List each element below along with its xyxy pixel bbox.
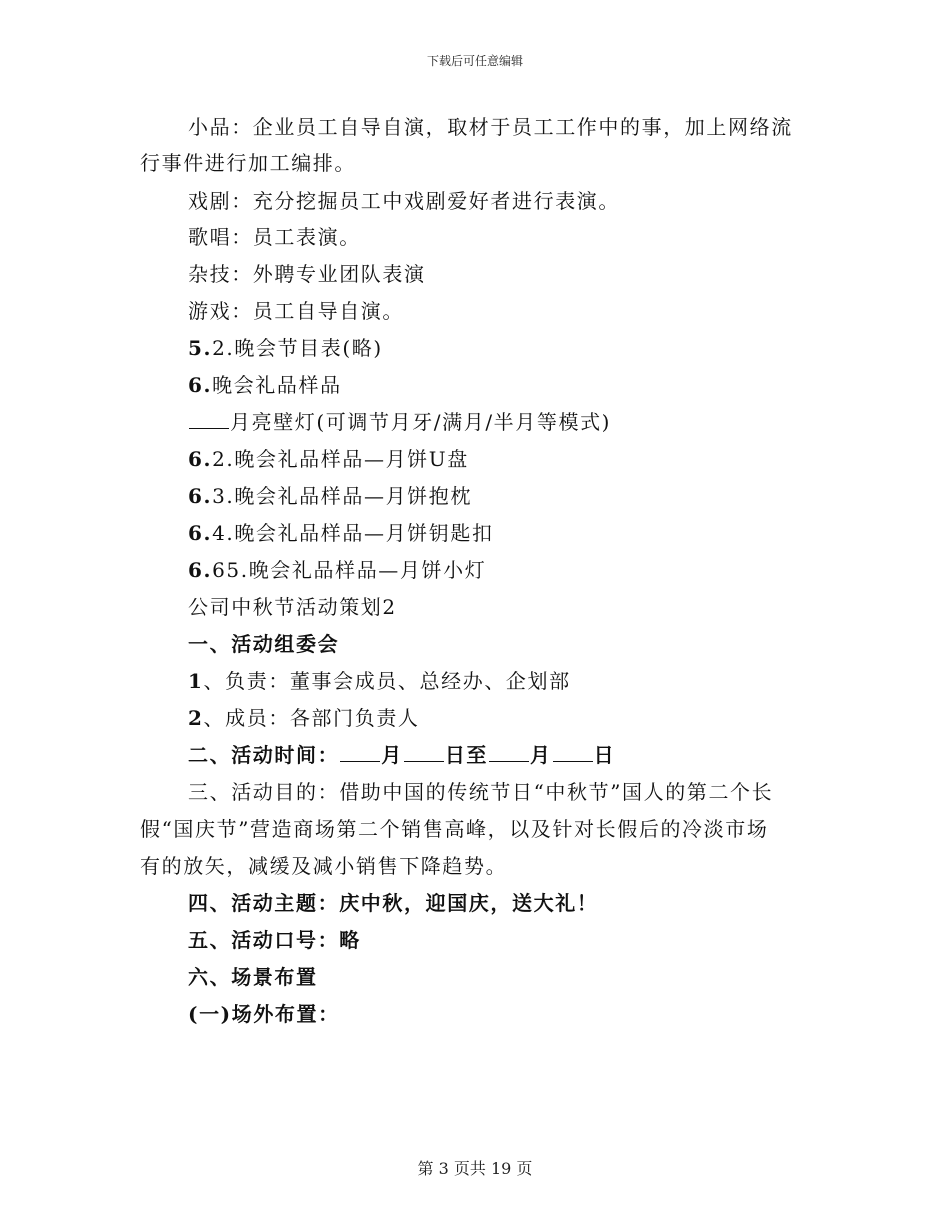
item-text: 晚会礼品样品 [212,373,342,397]
item-number: 6. [188,484,213,508]
item-number: 2 [188,706,204,730]
paragraph-skit-line2: 行事件进行加工编排。 [140,151,356,175]
paragraph-singing: 歌唱：员工表演。 [188,225,361,249]
item-number: 6. [188,521,213,545]
day-label: 日 [593,743,616,767]
item-members [188,705,420,731]
item-text: 2.晚会礼品样品—月饼U盘 [212,447,469,471]
item-text: 4.晚会礼品样品—月饼钥匙扣 [212,521,494,545]
paragraph-games: 游戏：员工自导自演。 [188,299,404,323]
item-text: 3.晚会礼品样品—月饼抱枕 [212,484,472,508]
heading-scene-layout: 六、场景布置 [188,965,318,989]
heading-outdoor-layout: (一)场外布置： [188,1002,340,1026]
item-6-2-usb [188,446,469,472]
heading-label: 二、活动时间： [188,743,340,767]
section-title: 公司中秋节活动策划2 [188,595,397,619]
heading-slogan: 五、活动口号：略 [188,928,361,952]
heading-committee: 一、活动组委会 [188,632,340,656]
month-label: 月 [530,743,552,767]
item-6-gift-samples [188,372,342,398]
item-responsible [188,668,571,694]
item-5-2-program [188,335,383,361]
paragraph-purpose-line2: 假“国庆节”营造商场第二个销售高峰，以及针对长假后的冷淡市场 [140,817,769,841]
page-footer: 第 3 页共 19 页 [417,1159,533,1178]
item-text: 、成员：各部门负责人 [203,706,420,730]
item-number: 5. [188,336,213,360]
page-header-note: 下载后可任意编辑 [426,54,523,68]
paragraph-purpose-line1: 三、活动目的：借助中国的传统节日“中秋节”国人的第二个长 [188,780,774,804]
item-text: 65.晚会礼品样品—月饼小灯 [212,558,487,582]
blank-underline [489,743,529,762]
paragraph-drama: 戏剧：充分挖掘员工中戏剧爱好者进行表演。 [188,189,620,213]
item-number: 6. [188,373,213,397]
item-number: 6. [188,558,213,582]
item-text: 月亮壁灯(可调节月牙/满月/半月等模式) [230,410,612,434]
blank-underline [189,410,229,429]
month-label: 月 [381,743,403,767]
blank-underline [404,743,444,762]
item-text: 2.晚会节目表(略) [212,336,383,360]
item-6-3-pillow [188,483,472,509]
blank-underline [553,743,593,762]
paragraph-acrobatics: 杂技：外聘专业团队表演 [188,262,426,286]
item-moon-lamp [188,409,611,435]
paragraph-skit-line1: 小品：企业员工自导自演，取材于员工工作中的事，加上网络流 [188,115,793,139]
heading-theme: 四、活动主题：庆中秋，迎国庆，送大礼！ [188,891,599,915]
paragraph-purpose-line3: 有的放矢，减缓及减小销售下降趋势。 [140,854,508,878]
item-6-4-keychain [188,520,494,546]
blank-underline [340,743,380,762]
item-number: 6. [188,447,213,471]
day-label: 日至 [444,743,489,767]
item-text: 、负责：董事会成员、总经办、企划部 [203,669,571,693]
item-6-65-lamp [188,557,486,583]
heading-activity-time [188,742,615,768]
item-number: 1 [188,669,204,693]
